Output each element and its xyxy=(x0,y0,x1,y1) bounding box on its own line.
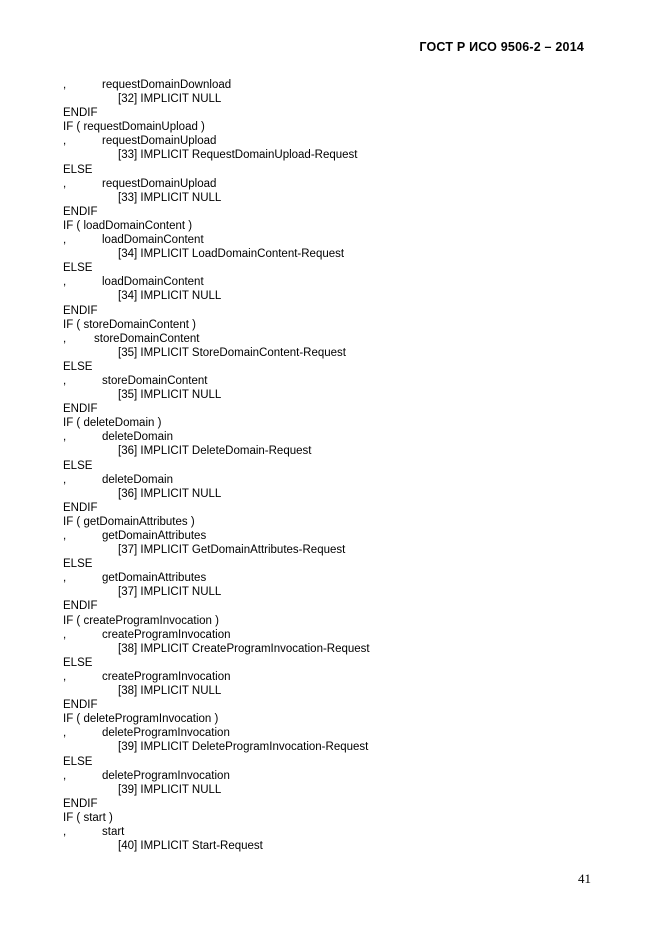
code-line-field xyxy=(0,473,662,487)
document-header: ГОСТ Р ИСО 9506-2 – 2014 xyxy=(419,40,584,54)
code-line-keyword xyxy=(0,811,662,825)
code-line-type xyxy=(0,543,662,557)
code-line-keyword xyxy=(0,459,662,473)
code-line-field xyxy=(0,430,662,444)
code-text: IF ( getDomainAttributes ) xyxy=(63,515,195,528)
code-line-keyword xyxy=(0,599,662,613)
code-line-field xyxy=(0,726,662,740)
code-line-keyword xyxy=(0,304,662,318)
code-line-type xyxy=(0,346,662,360)
code-text: loadDomainContent xyxy=(102,276,204,289)
code-line-type xyxy=(0,388,662,402)
code-line-field xyxy=(0,374,662,388)
code-text: [34] IMPLICIT NULL xyxy=(118,290,222,303)
code-text: IF ( storeDomainContent ) xyxy=(63,318,196,331)
code-text: IF ( requestDomainUpload ) xyxy=(63,121,205,134)
code-line-keyword xyxy=(0,120,662,134)
comma-separator: , xyxy=(63,727,67,740)
code-text: loadDomainContent xyxy=(102,234,204,247)
code-text: ELSE xyxy=(63,360,93,373)
code-line-keyword xyxy=(0,698,662,712)
code-text: storeDomainContent xyxy=(94,332,200,345)
code-text: [33] IMPLICIT RequestDomainUpload-Request xyxy=(118,149,358,162)
code-line-keyword xyxy=(0,656,662,670)
code-text: deleteDomain xyxy=(102,431,173,444)
code-line-keyword xyxy=(0,797,662,811)
comma-separator: , xyxy=(63,628,67,641)
code-text: ENDIF xyxy=(63,501,98,514)
comma-separator: , xyxy=(63,670,67,683)
code-text: requestDomainUpload xyxy=(102,177,217,190)
code-text: ELSE xyxy=(63,656,93,669)
code-line-keyword xyxy=(0,205,662,219)
code-text: deleteProgramInvocation xyxy=(102,727,230,740)
code-text: ENDIF xyxy=(63,600,98,613)
code-text: [33] IMPLICIT NULL xyxy=(118,191,222,204)
code-line-keyword xyxy=(0,557,662,571)
code-text: ENDIF xyxy=(63,699,98,712)
code-line-field xyxy=(0,529,662,543)
code-text: getDomainAttributes xyxy=(102,572,207,585)
code-text: [38] IMPLICIT NULL xyxy=(118,685,222,698)
code-line-keyword xyxy=(0,106,662,120)
code-text: deleteProgramInvocation xyxy=(102,769,230,782)
code-line-type xyxy=(0,585,662,599)
comma-separator: , xyxy=(63,769,67,782)
comma-separator: , xyxy=(63,572,67,585)
code-line-field xyxy=(0,628,662,642)
code-text: ENDIF xyxy=(63,107,98,120)
code-text: [37] IMPLICIT GetDomainAttributes-Request xyxy=(118,544,346,557)
code-text: start xyxy=(102,825,125,838)
code-line-type xyxy=(0,740,662,754)
code-text: [34] IMPLICIT LoadDomainContent-Request xyxy=(118,248,345,261)
code-line-type xyxy=(0,487,662,501)
code-line-field xyxy=(0,177,662,191)
code-line-field xyxy=(0,134,662,148)
code-text: createProgramInvocation xyxy=(102,628,231,641)
code-line-type xyxy=(0,839,662,853)
code-line-type xyxy=(0,684,662,698)
code-line-keyword xyxy=(0,614,662,628)
code-text: deleteDomain xyxy=(102,473,173,486)
code-line-keyword xyxy=(0,416,662,430)
code-text: IF ( createProgramInvocation ) xyxy=(63,614,219,627)
code-line-field xyxy=(0,670,662,684)
code-text: getDomainAttributes xyxy=(102,530,207,542)
code-text: [39] IMPLICIT DeleteProgramInvocation-Request xyxy=(118,741,369,754)
code-text: [32] IMPLICIT NULL xyxy=(118,93,222,106)
comma-separator: , xyxy=(63,234,67,247)
comma-separator: , xyxy=(63,473,67,486)
code-line-keyword xyxy=(0,515,662,529)
code-line-keyword xyxy=(0,360,662,374)
comma-separator: , xyxy=(63,825,67,838)
code-line-field xyxy=(0,275,662,289)
code-line-type xyxy=(0,444,662,458)
comma-separator: , xyxy=(63,332,67,345)
code-line-keyword xyxy=(0,318,662,332)
code-text: ELSE xyxy=(63,558,93,571)
code-text: ELSE xyxy=(63,163,93,176)
code-line-keyword xyxy=(0,712,662,726)
code-line-type xyxy=(0,92,662,106)
code-text: IF ( deleteProgramInvocation ) xyxy=(63,713,219,726)
code-line-type xyxy=(0,783,662,797)
code-text: storeDomainContent xyxy=(102,374,208,387)
page-number: 41 xyxy=(578,871,591,886)
code-text: [36] IMPLICIT DeleteDomain-Request xyxy=(118,445,312,458)
code-text: [38] IMPLICIT CreateProgramInvocation-Request xyxy=(118,642,370,655)
code-text: ENDIF xyxy=(63,403,98,416)
code-text: requestDomainUpload xyxy=(102,135,217,148)
code-line-keyword xyxy=(0,219,662,233)
code-line-field xyxy=(0,78,662,92)
code-text: [36] IMPLICIT NULL xyxy=(118,487,222,500)
code-text: ENDIF xyxy=(63,797,98,810)
code-text: [35] IMPLICIT NULL xyxy=(118,389,222,402)
code-line-type xyxy=(0,191,662,205)
code-line-field xyxy=(0,233,662,247)
code-line-type xyxy=(0,247,662,261)
code-line-keyword xyxy=(0,755,662,769)
comma-separator: , xyxy=(63,177,67,190)
code-line-type xyxy=(0,289,662,303)
code-line-keyword xyxy=(0,163,662,177)
code-line-field xyxy=(0,769,662,783)
code-text: IF ( start ) xyxy=(63,811,113,824)
comma-separator: , xyxy=(63,431,67,444)
code-line-type xyxy=(0,642,662,656)
code-text: [40] IMPLICIT Start-Request xyxy=(118,840,263,853)
code-text: [35] IMPLICIT StoreDomainContent-Request xyxy=(118,346,346,359)
code-text: IF ( loadDomainContent ) xyxy=(63,219,193,232)
comma-separator: , xyxy=(63,530,67,542)
code-text: [39] IMPLICIT NULL xyxy=(118,783,222,796)
code-line-keyword xyxy=(0,261,662,275)
comma-separator: , xyxy=(63,374,67,387)
code-line-field xyxy=(0,571,662,585)
code-line-keyword xyxy=(0,501,662,515)
code-line-keyword xyxy=(0,402,662,416)
code-text: ENDIF xyxy=(63,304,98,317)
comma-separator: , xyxy=(63,276,67,289)
code-line-field xyxy=(0,825,662,839)
code-line-field xyxy=(0,332,662,346)
code-text: ENDIF xyxy=(63,205,98,218)
code-text: IF ( deleteDomain ) xyxy=(63,417,162,430)
code-text: ELSE xyxy=(63,755,93,768)
code-text: ELSE xyxy=(63,459,93,472)
code-text: ELSE xyxy=(63,262,93,275)
code-text: createProgramInvocation xyxy=(102,670,231,683)
code-text: requestDomainDownload xyxy=(102,79,232,91)
code-text: [37] IMPLICIT NULL xyxy=(118,586,222,599)
code-line-type xyxy=(0,148,662,162)
asn1-code-listing xyxy=(0,78,662,853)
comma-separator: , xyxy=(63,79,67,91)
comma-separator: , xyxy=(63,135,67,148)
